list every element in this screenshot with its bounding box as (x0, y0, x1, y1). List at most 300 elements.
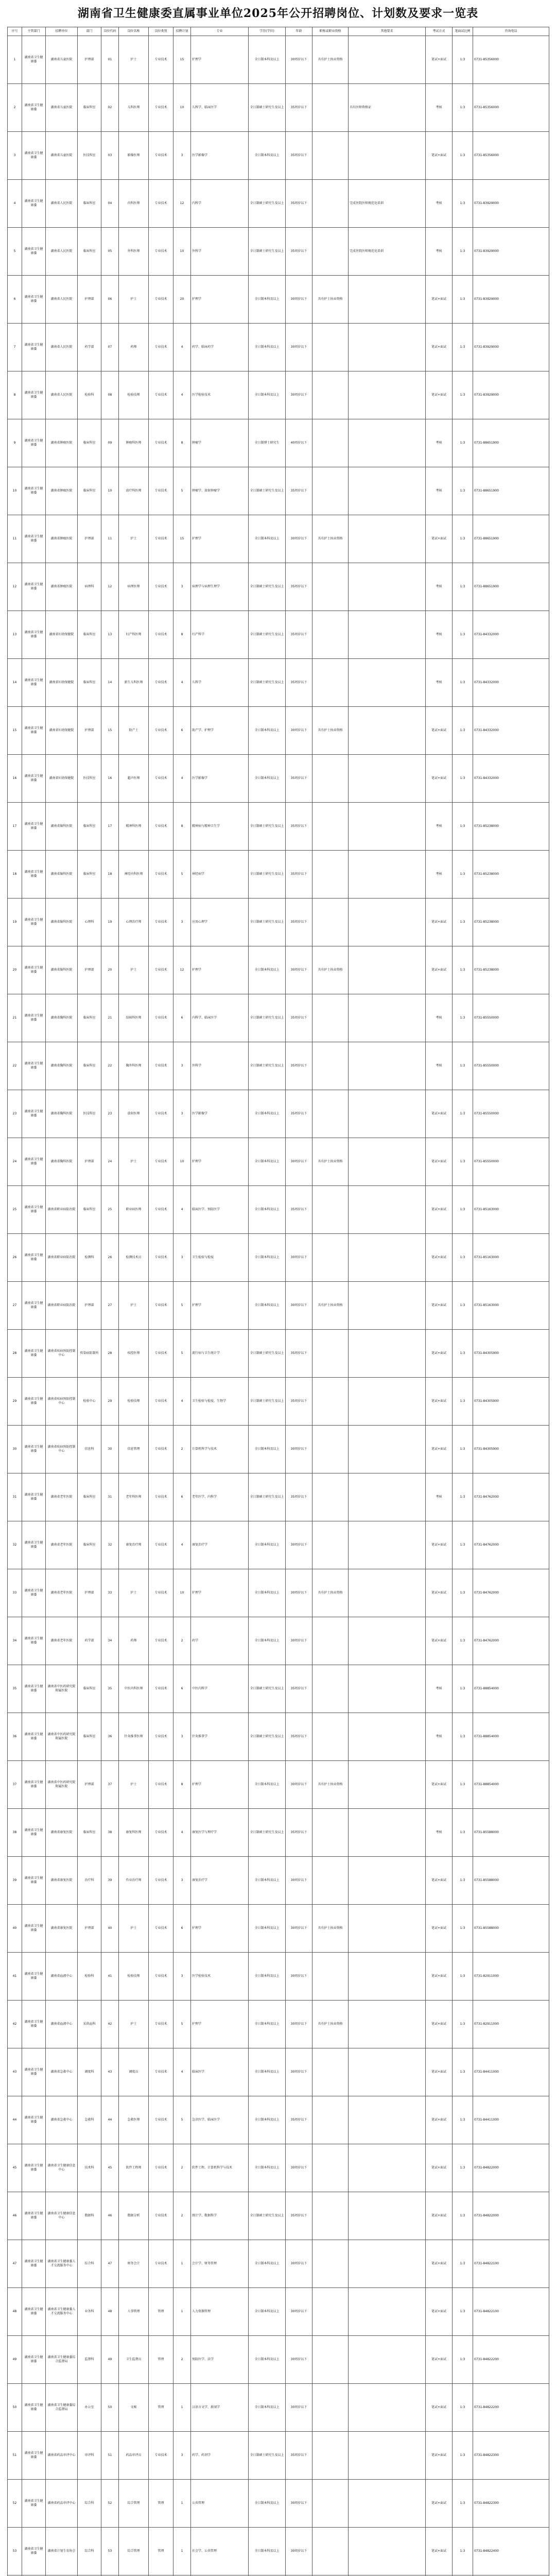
table-cell: 考核 (426, 851, 453, 899)
table-cell: 52 (8, 2480, 22, 2528)
table-cell: 专业技术 (149, 132, 173, 180)
table-cell: 笔试+面试 (426, 2288, 453, 2336)
table-cell (349, 1186, 426, 1234)
table-cell: 37 (8, 1761, 22, 1809)
table-cell: 治疗科 (78, 1857, 101, 1905)
table-cell: 12 (101, 563, 119, 611)
table-cell: 1:3 (453, 707, 473, 755)
table-cell (312, 851, 349, 899)
table-cell: 全日制本科及以上 (249, 515, 286, 563)
table-cell: 湖南省中医药研究院附属医院 (46, 1665, 78, 1713)
table-cell: 1:3 (453, 755, 473, 803)
table-cell: 湖南省卫生健康委 (22, 899, 46, 946)
table-cell: 2 (173, 1617, 191, 1665)
table-cell: 1:3 (453, 899, 473, 946)
table-cell: 0731-85588000 (473, 1809, 549, 1857)
table-cell: 综合管理 (119, 2480, 149, 2528)
table-cell (349, 851, 426, 899)
table-cell: 8 (8, 371, 22, 419)
column-header: 职称或职业资格 (312, 27, 349, 36)
table-cell: 0731-84305900 (473, 1426, 549, 1473)
table-cell (312, 2192, 349, 2240)
table-cell (312, 2528, 349, 2575)
table-cell: 全日制本科及以上 (249, 1186, 286, 1234)
table-cell: 笔试+面试 (426, 371, 453, 419)
table-cell: 信息管理 (119, 1426, 149, 1473)
table-cell: 湖南省药品审评中心 (46, 2432, 78, 2480)
table-cell: 专业技术 (149, 276, 173, 324)
table-cell: 湖南省卫生健康委 (22, 2192, 46, 2240)
table-cell: 30周岁以下 (286, 2288, 312, 2336)
table-cell: 完成住院医师规范化培训 (349, 228, 426, 276)
table-cell: 湖南省血液中心 (46, 2001, 78, 2048)
table-cell: 妇产科医师 (119, 611, 149, 659)
table-cell: 急救科 (78, 2096, 101, 2144)
table-cell (312, 324, 349, 371)
table-cell: 护理部 (78, 515, 101, 563)
table-cell: 湖南省脑科医院 (46, 851, 78, 899)
table-cell: 护士 (119, 515, 149, 563)
table-cell: 50 (8, 2384, 22, 2432)
table-cell: 综合科 (78, 2240, 101, 2288)
table-header-row (8, 27, 549, 36)
table-cell: 0731-84411000 (473, 2048, 549, 2096)
table-cell (312, 1042, 349, 1090)
table-cell: 1:3 (453, 324, 473, 371)
table-cell (312, 2240, 349, 2288)
table-cell: 考核 (426, 803, 453, 851)
table-row (8, 419, 549, 467)
table-cell: 湖南省卫生健康委 (22, 1521, 46, 1569)
table-cell: 0731-88854000 (473, 1665, 549, 1713)
table-row (8, 2480, 549, 2528)
table-cell: 病理医师 (119, 563, 149, 611)
table-cell: 1:3 (453, 371, 473, 419)
table-cell: 笔试+面试 (426, 707, 453, 755)
table-cell: 30周岁以下 (286, 1234, 312, 1282)
table-cell: 全日制硕士研究生及以上 (249, 899, 286, 946)
table-cell: 0731-84822300 (473, 2480, 549, 2528)
table-cell (349, 1473, 426, 1521)
table-cell: 1 (173, 2288, 191, 2336)
table-cell: 湖南省卫生健康委 (22, 803, 46, 851)
table-cell (312, 132, 349, 180)
table-cell: 护理部 (78, 1282, 101, 1330)
table-cell: 湖南省肿瘤医院 (46, 467, 78, 515)
table-cell: 统计学、数据科学 (191, 2192, 249, 2240)
table-cell: 护理学 (191, 1138, 249, 1186)
table-cell: 临床科室 (78, 467, 101, 515)
table-cell: 检验技师 (119, 371, 149, 419)
table-cell: 1 (173, 2384, 191, 2432)
table-cell: 0731-85238000 (473, 899, 549, 946)
table-cell: 审评科 (78, 2432, 101, 2480)
table-cell: 临床科室 (78, 1809, 101, 1857)
table-cell: 30周岁以下 (286, 2528, 312, 2575)
table-cell: 1:3 (453, 1186, 473, 1234)
table-cell: 1:3 (453, 1138, 473, 1186)
table-cell: 43 (8, 2048, 22, 2096)
table-cell: 医学影像学 (191, 132, 249, 180)
table-cell: 湖南省卫生健康委人才交流服务中心 (46, 2288, 78, 2336)
table-cell: 全日制博士研究生 (249, 419, 286, 467)
table-cell: 15 (101, 707, 119, 755)
table-cell: 10 (8, 467, 22, 515)
table-cell: 专业技术 (149, 851, 173, 899)
table-cell: 3 (173, 899, 191, 946)
table-cell: 4 (173, 1378, 191, 1426)
table-cell: 湖南省卫生健康委 (22, 2144, 46, 2192)
column-header: 主管部门 (22, 27, 46, 36)
table-cell (312, 371, 349, 419)
table-cell (312, 228, 349, 276)
column-header: 招聘单位 (46, 27, 78, 36)
table-cell: 湖南省卫生健康委 (22, 1569, 46, 1617)
table-cell: 湖南省卫生健康委 (22, 1330, 46, 1378)
table-cell: 药学、临床药学 (191, 324, 249, 371)
table-cell: 湖南省卫生健康委 (22, 1473, 46, 1521)
table-cell: 全日制硕士研究生及以上 (249, 1809, 286, 1857)
table-cell: 38 (8, 1809, 22, 1857)
column-header: 专业 (191, 27, 249, 36)
table-cell: 05 (101, 228, 119, 276)
table-cell: 医学检验技术 (191, 371, 249, 419)
table-cell: 结核科医师 (119, 994, 149, 1042)
table-cell: 全日制本科及以上 (249, 2336, 286, 2384)
table-cell: 35周岁以下 (286, 467, 312, 515)
table-cell (312, 1617, 349, 1665)
table-cell: 0731-84822000 (473, 2192, 549, 2240)
table-cell: 湖南省卫生健康委 (22, 2048, 46, 2096)
table-cell: 湖南省肿瘤医院 (46, 419, 78, 467)
table-cell: 全日制本科及以上 (249, 1761, 286, 1809)
table-cell: 全日制本科及以上 (249, 755, 286, 803)
table-cell: 10 (173, 1138, 191, 1186)
table-cell: 湖南省卫生健康委 (22, 467, 46, 515)
table-row (8, 132, 549, 180)
table-cell: 考核 (426, 994, 453, 1042)
recruitment-table (7, 27, 549, 2576)
table-cell: 35周岁以下 (286, 1378, 312, 1426)
table-cell: 调度科 (78, 2048, 101, 2096)
table-cell: 采供血科 (78, 2001, 101, 2048)
table-row (8, 1426, 549, 1473)
table-cell: 1:3 (453, 1282, 473, 1330)
table-cell: 作业治疗师 (119, 1857, 149, 1905)
table-cell: 35周岁以下 (286, 851, 312, 899)
table-cell: 35周岁以下 (286, 1042, 312, 1090)
table-row (8, 2240, 549, 2288)
table-cell: 11 (8, 515, 22, 563)
table-cell: 急诊医学、临床医学 (191, 2096, 249, 2144)
table-cell: 临床科室 (78, 803, 101, 851)
table-cell: 湖南省妇幼保健院 (46, 611, 78, 659)
column-header: 部门 (78, 27, 101, 36)
table-cell (312, 1953, 349, 2001)
table-cell: 04 (101, 180, 119, 228)
table-cell: 0731-84332000 (473, 707, 549, 755)
table-cell (312, 1186, 349, 1234)
table-cell: 湖南省职业病防治院 (46, 1186, 78, 1234)
table-cell: 1:3 (453, 180, 473, 228)
table-cell: 全日制本科及以上 (249, 1234, 286, 1282)
table-cell: 综合科 (78, 2528, 101, 2575)
table-cell: 软件工程师 (119, 2144, 149, 2192)
table-cell: 药师 (119, 324, 149, 371)
table-cell: 35周岁以下 (286, 1809, 312, 1857)
table-cell: 笔试+面试 (426, 2192, 453, 2240)
table-cell: 湖南省卫生健康委 (22, 1617, 46, 1665)
table-cell: 48 (8, 2288, 22, 2336)
table-cell: 检验技师 (119, 1953, 149, 2001)
table-cell: 12 (173, 946, 191, 994)
table-body (8, 36, 549, 2576)
column-header: 考试方式 (426, 27, 453, 36)
table-cell: 35周岁以下 (286, 1090, 312, 1138)
table-cell: 护理学 (191, 2001, 249, 2048)
table-cell: 专业技术 (149, 1138, 173, 1186)
table-cell: 神经病学 (191, 851, 249, 899)
table-cell: 30周岁以下 (286, 1857, 312, 1905)
table-cell: 1:3 (453, 2001, 473, 2048)
table-cell: 湖南省脑科医院 (46, 899, 78, 946)
table-cell: 应用心理学 (191, 899, 249, 946)
table-cell: 心理治疗师 (119, 899, 149, 946)
table-cell: 5 (173, 1330, 191, 1378)
table-cell: 0731-85163000 (473, 1186, 549, 1234)
table-cell: 36 (8, 1713, 22, 1761)
table-cell: 全日制本科及以上 (249, 1426, 286, 1473)
table-cell: 湖南省卫生健康委 (22, 1282, 46, 1330)
table-cell: 38 (101, 1809, 119, 1857)
table-cell: 23 (8, 1090, 22, 1138)
table-cell: 4 (173, 1186, 191, 1234)
table-cell: 湖南省胸科医院 (46, 1090, 78, 1138)
table-cell: 1:3 (453, 1042, 473, 1090)
table-cell: 35周岁以下 (286, 2096, 312, 2144)
table-cell: 临床科室 (78, 1665, 101, 1713)
table-row (8, 2384, 549, 2432)
table-cell: 考核 (426, 1665, 453, 1713)
table-cell: 笔试+面试 (426, 2336, 453, 2384)
table-cell: 33 (101, 1569, 119, 1617)
table-cell: 湖南省人民医院 (46, 276, 78, 324)
table-cell: 药学部 (78, 324, 101, 371)
table-cell: 4 (173, 1809, 191, 1857)
table-cell: 1:3 (453, 2096, 473, 2144)
table-cell: 专业技术 (149, 946, 173, 994)
table-cell: 36 (101, 1713, 119, 1761)
table-cell: 临床科室 (78, 1521, 101, 1569)
table-cell: 笔试+面试 (426, 1330, 453, 1378)
table-cell: 湖南省卫生健康委 (22, 371, 46, 419)
table-cell: 湖南省卫生健康委 (22, 1234, 46, 1282)
table-cell: 湖南省急救中心 (46, 2096, 78, 2144)
table-cell: 综合科 (78, 2480, 101, 2528)
table-cell: 专业技术 (149, 1761, 173, 1809)
table-cell: 湖南省卫生健康委 (22, 1042, 46, 1090)
table-cell: 26 (101, 1234, 119, 1282)
table-cell: 8 (173, 803, 191, 851)
table-cell (312, 1090, 349, 1138)
table-cell: 具有护士执业资格 (312, 1282, 349, 1330)
table-row (8, 2288, 549, 2336)
table-cell: 专业技术 (149, 1521, 173, 1569)
table-cell: 8 (173, 1761, 191, 1809)
table-cell: 45 (101, 2144, 119, 2192)
table-cell: 26 (8, 1234, 22, 1282)
table-cell (349, 324, 426, 371)
table-cell (349, 1282, 426, 1330)
table-cell: 护士 (119, 36, 149, 84)
table-row (8, 2432, 549, 2480)
table-cell: 0731-85550000 (473, 1138, 549, 1186)
table-cell: 30周岁以下 (286, 2384, 312, 2432)
column-header: 年龄 (286, 27, 312, 36)
table-cell (349, 994, 426, 1042)
table-cell: 全日制本科及以上 (249, 1569, 286, 1617)
table-cell: 湖南省卫生健康委 (22, 36, 46, 84)
table-cell: 15 (173, 36, 191, 84)
table-cell: 临床科室 (78, 1042, 101, 1090)
table-row (8, 1665, 549, 1713)
table-cell (312, 2384, 349, 2432)
table-cell: 12 (173, 180, 191, 228)
table-cell: 全日制本科及以上 (249, 1521, 286, 1569)
table-cell: 53 (101, 2528, 119, 2575)
table-row (8, 2144, 549, 2192)
table-cell: 检验科 (78, 1953, 101, 2001)
table-cell: 护士 (119, 1761, 149, 1809)
table-cell: 职业病医师 (119, 1186, 149, 1234)
table-cell: 30周岁以下 (286, 276, 312, 324)
table-cell: 0731-85238000 (473, 803, 549, 851)
table-cell: 临床科室 (78, 228, 101, 276)
table-cell: 湖南省卫生健康委 (22, 611, 46, 659)
table-cell: 0731-84822000 (473, 2144, 549, 2192)
table-cell: 中医内科学 (191, 1665, 249, 1713)
table-cell: 内科学 (191, 180, 249, 228)
table-cell (312, 467, 349, 515)
table-cell: 24 (8, 1138, 22, 1186)
table-cell: 针灸推拿医师 (119, 1713, 149, 1761)
table-cell: 30周岁以下 (286, 1426, 312, 1473)
table-cell (349, 2240, 426, 2288)
table-cell: 46 (101, 2192, 119, 2240)
table-cell: 湖南省卫生健康委 (22, 1138, 46, 1186)
table-cell: 考核 (426, 1473, 453, 1521)
table-row (8, 851, 549, 899)
table-cell: 22 (101, 1042, 119, 1090)
table-cell: 5 (173, 2001, 191, 2048)
table-cell: 笔试+面试 (426, 2144, 453, 2192)
table-cell: 医学检验技术 (191, 1953, 249, 2001)
table-cell (312, 2480, 349, 2528)
table-row (8, 563, 549, 611)
table-cell: 全日制本科及以上 (249, 707, 286, 755)
table-cell (349, 1905, 426, 1953)
table-cell: 数据分析 (119, 2192, 149, 2240)
column-header: 招聘计划 (173, 27, 191, 36)
table-cell (349, 467, 426, 515)
table-cell: 湖南省中医药研究院附属医院 (46, 1761, 78, 1809)
table-cell: 28 (101, 1330, 119, 1378)
table-cell: 具有护士执业资格 (312, 1761, 349, 1809)
table-cell: 湖南省卫生健康委 (22, 1090, 46, 1138)
table-cell: 1:3 (453, 1713, 473, 1761)
table-cell (349, 1569, 426, 1617)
table-cell: 护士 (119, 2001, 149, 2048)
table-cell: 放疗科医师 (119, 467, 149, 515)
table-cell: 0731-85550000 (473, 1042, 549, 1090)
table-cell: 湖南省职业病防治院 (46, 1282, 78, 1330)
table-cell: 湖南省卫生健康委 (22, 2528, 46, 2575)
table-cell: 28 (8, 1330, 22, 1378)
table-cell: 湖南省疾病预防控制中心 (46, 1426, 78, 1473)
table-cell: 湖南省卫生健康委 (22, 1665, 46, 1713)
table-cell: 1:3 (453, 132, 473, 180)
table-cell: 全日制硕士研究生及以上 (249, 1330, 286, 1378)
table-cell: 精神科医师 (119, 803, 149, 851)
table-cell: 康复治疗学 (191, 1857, 249, 1905)
table-cell: 湖南省胸科医院 (46, 1042, 78, 1090)
table-cell: 湖南省胸科医院 (46, 1138, 78, 1186)
table-cell: 胸外科医师 (119, 1042, 149, 1090)
table-row (8, 515, 549, 563)
table-cell: 4 (173, 324, 191, 371)
table-cell: 30周岁以下 (286, 2144, 312, 2192)
table-cell: 全日制本科及以上 (249, 946, 286, 994)
table-cell: 湖南省卫生健康委 (22, 2240, 46, 2288)
table-cell: 44 (101, 2096, 119, 2144)
table-cell: 专业技术 (149, 419, 173, 467)
table-cell: 外科学 (191, 228, 249, 276)
table-cell: 湖南省疾病预防控制中心 (46, 1378, 78, 1426)
table-row (8, 611, 549, 659)
table-cell: 6 (173, 1665, 191, 1713)
table-cell: 10 (173, 228, 191, 276)
table-cell: 监督科 (78, 2336, 101, 2384)
table-cell: 0731-82911000 (473, 2001, 549, 2048)
table-cell: 护士 (119, 1282, 149, 1330)
table-cell (349, 1521, 426, 1569)
table-cell: 湖南省儿童医院 (46, 84, 78, 132)
table-cell: 48 (101, 2288, 119, 2336)
table-cell: 全日制本科及以上 (249, 132, 286, 180)
table-cell: 25 (101, 1186, 119, 1234)
table-cell: 35周岁以下 (286, 899, 312, 946)
table-cell: 31 (101, 1473, 119, 1521)
table-cell: 笔试+面试 (426, 1521, 453, 1569)
table-cell: 湖南省急救中心 (46, 2048, 78, 2096)
table-cell: 全日制硕士研究生及以上 (249, 1713, 286, 1761)
table-cell (312, 1665, 349, 1713)
table-cell (349, 1713, 426, 1761)
table-cell: 临床科室 (78, 851, 101, 899)
table-cell: 湖南省卫生健康委 (22, 707, 46, 755)
table-cell: 0731-85356000 (473, 84, 549, 132)
table-cell (349, 2528, 426, 2575)
table-cell: 业务科 (78, 2288, 101, 2336)
table-cell: 护理学 (191, 36, 249, 84)
table-cell: 湖南省儿童医院 (46, 36, 78, 84)
table-cell: 专业技术 (149, 515, 173, 563)
table-cell: 1:3 (453, 2336, 473, 2384)
table-cell: 34 (8, 1617, 22, 1665)
table-cell: 湖南省人民医院 (46, 228, 78, 276)
table-cell: 笔试+面试 (426, 1138, 453, 1186)
table-cell (349, 1761, 426, 1809)
